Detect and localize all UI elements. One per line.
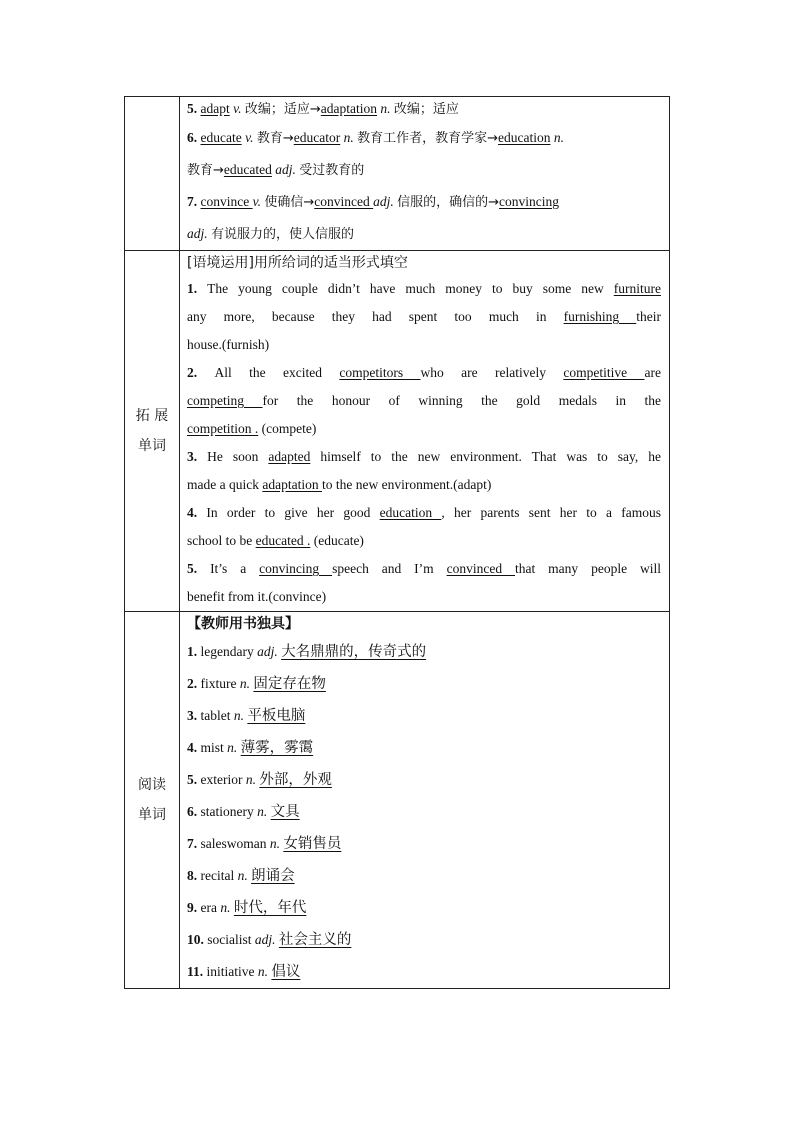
text-segment: school to be — [187, 533, 256, 548]
text-segment: 受过教育的 — [299, 163, 365, 178]
item-number: 2. — [187, 676, 201, 691]
item-number: 3. — [187, 708, 201, 723]
section-reading-words — [125, 612, 670, 989]
answer-word: furnishing — [563, 309, 637, 324]
item-word: recital — [200, 868, 238, 883]
text-segment: 7. — [187, 194, 201, 209]
item-number: 8. — [187, 868, 201, 883]
exercise-line — [187, 555, 661, 583]
item-pos: n. — [237, 868, 252, 883]
answer-word: adapt — [200, 101, 230, 116]
item-word: legendary — [200, 644, 258, 659]
text-segment: v. — [229, 101, 245, 116]
answer-word: education — [498, 130, 551, 145]
text-segment: The young couple didn’t have much money to buy some new — [207, 281, 614, 296]
item-pos: n. — [220, 900, 234, 915]
text-segment: All the excited — [214, 365, 340, 380]
text-segment: 3. — [187, 449, 208, 464]
answer-word: adaptation — [262, 477, 322, 492]
text-segment: who are relatively — [420, 365, 564, 380]
answer-word: adaptation — [320, 101, 378, 116]
exercise-heading: [语境运用]用所给词的适当形式填空 — [187, 255, 408, 271]
text-segment: 6. — [187, 130, 201, 145]
item-pos: n. — [227, 740, 241, 755]
exercise-line — [187, 331, 661, 359]
item-meaning: 平板电脑 — [247, 708, 306, 724]
answer-word: adapted — [268, 449, 311, 464]
reading-word-item — [187, 668, 661, 700]
item-number: 1. — [187, 644, 201, 659]
text-segment: In order to give her good — [206, 505, 380, 520]
item-number: 4. — [187, 740, 201, 755]
answer-word: competing — [187, 393, 263, 408]
label-line: 单词 — [138, 807, 166, 823]
item-word: era — [200, 900, 221, 915]
item-number: 6. — [187, 804, 201, 819]
answer-word: educated — [223, 162, 272, 177]
exercise-line — [187, 275, 661, 303]
reading-word-item — [187, 828, 661, 860]
text-segment: n. — [377, 101, 394, 116]
text-segment: adj. — [373, 194, 398, 209]
exercise-line — [187, 359, 661, 387]
item-number: 10. — [187, 932, 208, 947]
item-meaning: 倡议 — [271, 964, 301, 980]
item-word: saleswoman — [200, 836, 270, 851]
text-segment: n. — [550, 130, 564, 145]
reading-word-item — [187, 700, 661, 732]
text-segment: to the new environment.(adapt) — [321, 477, 492, 492]
answer-word: educator — [293, 130, 341, 145]
text-segment: made a quick — [187, 477, 263, 492]
item-meaning: 固定存在物 — [253, 676, 326, 692]
text-segment: 2. — [187, 365, 215, 380]
extended-words-content — [180, 251, 670, 612]
text-segment: 5. — [187, 561, 211, 576]
exercise-line — [187, 443, 661, 471]
vocabulary-table — [124, 96, 670, 989]
section-label-reading-words — [125, 612, 180, 989]
text-segment: house.(furnish) — [187, 337, 270, 352]
label-line: 阅读 — [138, 777, 166, 793]
text-segment: are — [644, 365, 661, 380]
item-word: mist — [200, 740, 228, 755]
item-number: 9. — [187, 900, 201, 915]
word-family-line — [187, 186, 661, 218]
exercise-line — [187, 583, 661, 611]
text-segment: himself to the new environment. That was to say, he — [310, 449, 662, 464]
item-meaning: 外部，外观 — [259, 772, 332, 788]
item-meaning: 社会主义的 — [278, 932, 352, 948]
item-word: fixture — [200, 676, 240, 691]
reading-words-content — [180, 612, 670, 989]
item-pos: adj. — [254, 932, 279, 947]
reading-word-item — [187, 956, 661, 988]
answer-word: education — [379, 505, 442, 520]
section-word-family — [125, 97, 670, 251]
word-family-line — [187, 97, 661, 122]
answer-word: educate — [200, 130, 242, 145]
item-number: 11. — [187, 964, 207, 979]
item-pos: n. — [245, 772, 260, 787]
text-segment: adj. — [187, 226, 212, 241]
text-segment: their — [636, 309, 661, 324]
text-segment: speech and I’m — [332, 561, 447, 576]
item-number: 7. — [187, 836, 201, 851]
text-segment: (compete) — [258, 421, 317, 436]
reading-word-item — [187, 764, 661, 796]
text-segment: for the honour of winning the gold medals in the — [262, 393, 662, 408]
reading-word-list — [187, 636, 661, 988]
word-family-line — [187, 218, 661, 250]
item-pos: n. — [239, 676, 254, 691]
text-segment: 教育→ — [187, 163, 224, 178]
item-pos: adj. — [257, 644, 282, 659]
item-pos: n. — [257, 804, 271, 819]
text-segment: 教育→ — [256, 131, 294, 146]
word-family-line — [187, 122, 661, 154]
item-pos: n. — [257, 964, 272, 979]
item-pos: n. — [233, 708, 248, 723]
text-segment: v. — [241, 130, 257, 145]
text-segment: 4. — [187, 505, 207, 520]
item-word: stationery — [200, 804, 258, 819]
text-segment: 改编；适应→ — [244, 102, 321, 117]
text-segment: any more, because they had spent too much in — [187, 309, 564, 324]
reading-word-item — [187, 860, 661, 892]
text-segment: adj. — [271, 162, 300, 177]
exercise-line — [187, 387, 661, 415]
answer-word: convince — [200, 194, 253, 209]
item-meaning: 时代，年代 — [233, 900, 307, 916]
answer-word: competitive — [563, 365, 645, 380]
text-segment: 有说服力的，使人信服的 — [211, 227, 355, 242]
item-word: exterior — [200, 772, 246, 787]
exercise-line — [187, 499, 661, 527]
text-segment: that many people will — [515, 561, 662, 576]
text-segment: 5. — [187, 101, 201, 116]
item-number: 5. — [187, 772, 201, 787]
reading-word-item — [187, 924, 661, 956]
item-word: initiative — [206, 964, 258, 979]
exercise-line — [187, 303, 661, 331]
text-segment: (educate) — [310, 533, 364, 548]
section-label-empty — [125, 97, 180, 251]
answer-word: convinced — [314, 194, 374, 209]
text-segment: benefit from it.(convince) — [187, 589, 327, 604]
answer-word: convincing — [259, 561, 333, 576]
text-segment: 使确信→ — [264, 195, 315, 210]
answer-word: competition . — [187, 421, 259, 436]
text-segment: 改编；适应 — [393, 102, 459, 117]
word-family-content — [180, 97, 670, 251]
teacher-book-heading: 【教师用书独具】 — [187, 616, 299, 632]
text-segment: He soon — [207, 449, 269, 464]
word-family-line — [187, 154, 661, 186]
label-line: 拓 展 — [135, 408, 169, 424]
item-meaning: 文具 — [270, 804, 300, 820]
exercise-line — [187, 415, 661, 443]
item-meaning: 女销售员 — [283, 836, 342, 852]
answer-word: educated . — [255, 533, 311, 548]
answer-word: convinced — [446, 561, 515, 576]
reading-word-item — [187, 636, 661, 668]
text-segment: n. — [340, 130, 358, 145]
text-segment: 信服的，确信的→ — [397, 195, 500, 210]
exercise-line — [187, 471, 661, 499]
item-meaning: 大名鼎鼎的，传奇式的 — [281, 644, 427, 660]
reading-word-item — [187, 892, 661, 924]
answer-word: convincing — [499, 194, 560, 209]
item-word: tablet — [200, 708, 234, 723]
text-segment: It’s a — [210, 561, 260, 576]
section-extended-words — [125, 251, 670, 612]
item-pos: n. — [269, 836, 284, 851]
item-meaning: 薄雾，雾霭 — [240, 740, 314, 756]
text-segment: 1. — [187, 281, 208, 296]
text-segment: v. — [252, 194, 265, 209]
item-meaning: 朗诵会 — [251, 868, 295, 884]
reading-word-item — [187, 732, 661, 764]
exercise-line — [187, 527, 661, 555]
answer-word: furniture — [613, 281, 661, 296]
answer-word: competitors — [339, 365, 421, 380]
exercise-list — [187, 275, 661, 611]
section-label-extended-words — [125, 251, 180, 612]
label-line: 单词 — [138, 438, 166, 454]
reading-word-item — [187, 796, 661, 828]
item-word: socialist — [207, 932, 255, 947]
text-segment: 教育工作者，教育学家→ — [357, 131, 499, 146]
text-segment: , her parents sent her to a famous — [441, 505, 661, 520]
